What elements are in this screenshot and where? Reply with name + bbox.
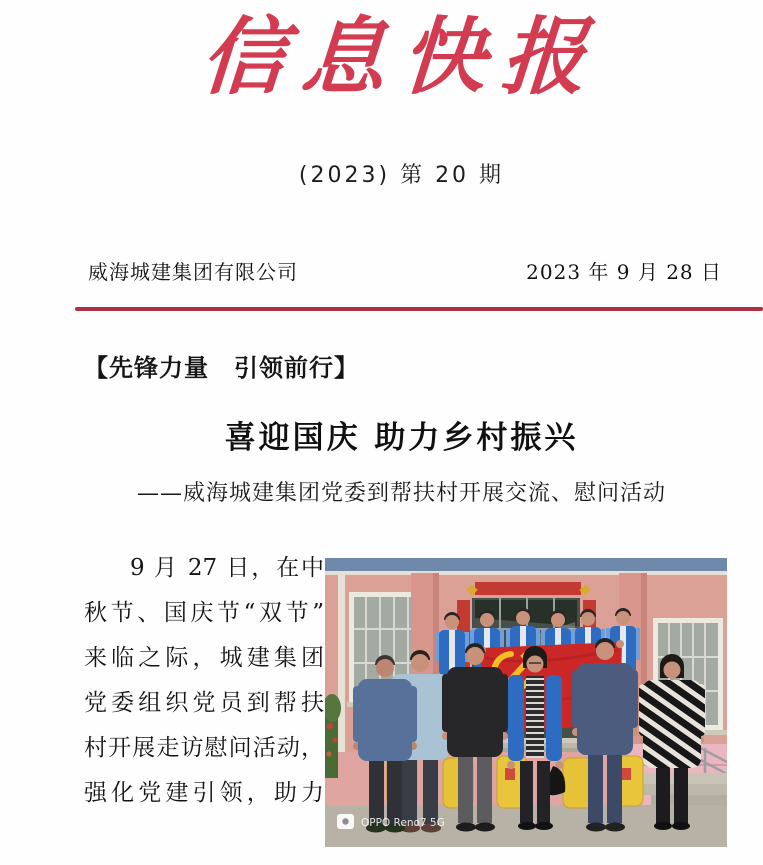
- info-bar: [88, 256, 722, 285]
- body-line: 来临之际，城建集团: [84, 645, 324, 671]
- header-divider: [75, 307, 763, 311]
- roof-eave: [325, 571, 727, 575]
- body-line: 强化党建引领，助力: [84, 780, 324, 806]
- drain-pipe: [338, 575, 345, 755]
- photo-watermark: [337, 814, 445, 829]
- body-line: 党委组织党员到帮扶: [84, 690, 324, 716]
- body-line: 秋节、国庆节“双节”: [84, 600, 324, 626]
- issue-number: (2023) 第 20 期: [298, 163, 505, 188]
- article-subtitle: ——威海城建集团党委到帮扶村开展交流、慰问活动: [136, 481, 666, 506]
- article-title: 喜迎国庆 助力乡村振兴: [224, 420, 579, 456]
- watermark-text: OPPO Reno7 5G: [361, 817, 445, 829]
- newsletter-masthead-title: 信息快报: [198, 7, 605, 106]
- publication-date: 2023 年 9 月 28 日: [526, 260, 722, 284]
- group-photo: [325, 558, 727, 847]
- body-line: 村开展走访慰问活动，: [84, 735, 324, 761]
- organization-name: 威海城建集团有限公司: [88, 260, 298, 284]
- article-body: [84, 546, 324, 816]
- body-line: 9 月 27 日，在中: [130, 555, 324, 581]
- roof-strip: [325, 558, 727, 571]
- column-section-header: 【先锋力量 引领前行】: [84, 354, 359, 382]
- group-photo-illustration: [325, 558, 727, 847]
